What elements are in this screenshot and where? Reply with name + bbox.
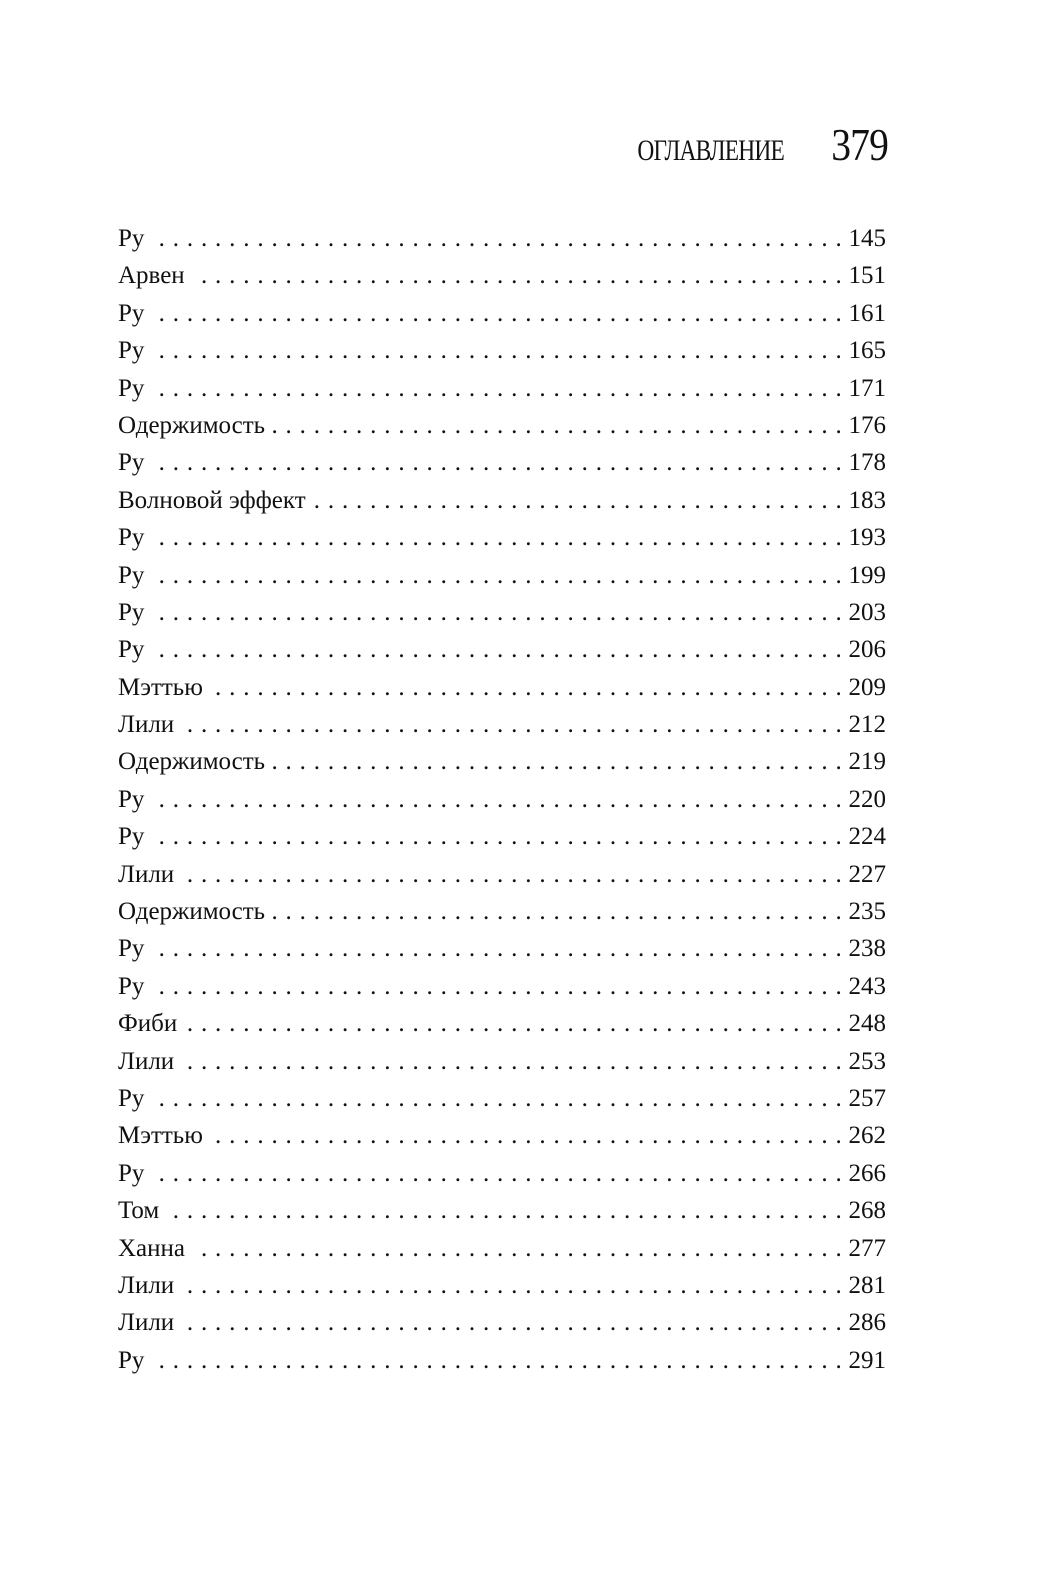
toc-entry-title: Ру	[118, 935, 145, 963]
toc-entry-title: Ру	[118, 225, 145, 252]
toc-entry	[118, 818, 886, 855]
dot-leader	[193, 1230, 842, 1267]
toc-entry	[118, 1192, 886, 1229]
toc-entry-page: 224	[848, 823, 886, 851]
toc-entry-page: 151	[848, 262, 886, 290]
dot-leader	[152, 220, 842, 257]
dot-leader	[152, 332, 842, 369]
table-of-contents	[118, 220, 886, 1379]
toc-entry	[118, 1155, 886, 1192]
toc-entry	[118, 444, 886, 481]
dot-leader	[273, 893, 842, 930]
toc-entry-page: 286	[848, 1309, 886, 1337]
toc-entry-title: Ру	[118, 1346, 145, 1374]
toc-entry-title: Ру	[118, 337, 145, 365]
toc-entry-page: 253	[848, 1047, 886, 1075]
toc-entry	[118, 1267, 886, 1304]
dot-leader	[152, 370, 842, 407]
toc-entry-title: Ру	[118, 374, 145, 402]
toc-entry-title: Лили	[118, 1047, 175, 1075]
dot-leader	[273, 743, 842, 780]
toc-entry-title: Ру	[118, 636, 145, 664]
toc-entry	[118, 407, 886, 444]
toc-entry-page: 161	[848, 299, 886, 327]
toc-entry-page: 212	[848, 711, 886, 739]
toc-entry-page: 165	[848, 337, 886, 365]
toc-entry-title: Одержимость	[118, 898, 266, 926]
toc-entry-page: 145	[848, 225, 886, 252]
toc-entry-title: Том	[118, 1197, 160, 1225]
toc-entry-page: 235	[848, 898, 886, 926]
dot-leader	[182, 856, 842, 893]
toc-entry	[118, 968, 886, 1005]
toc-entry	[118, 220, 886, 257]
toc-entry-title: Арвен	[118, 262, 185, 290]
toc-entry-title: Ру	[118, 524, 145, 552]
toc-entry	[118, 781, 886, 818]
dot-leader	[211, 1117, 843, 1154]
dot-leader	[152, 1155, 842, 1192]
toc-entry	[118, 557, 886, 594]
toc-entry-title: Ханна	[118, 1234, 186, 1262]
dot-leader	[273, 407, 842, 444]
toc-entry-page: 171	[848, 374, 886, 402]
toc-entry-title: Одержимость	[118, 748, 266, 776]
toc-entry-page: 203	[848, 598, 886, 626]
toc-entry	[118, 1230, 886, 1267]
toc-entry-title: Ру	[118, 972, 145, 1000]
toc-entry-title: Лили	[118, 1271, 175, 1299]
toc-entry-title: Ру	[118, 598, 145, 626]
toc-entry-title: Лили	[118, 860, 175, 888]
toc-entry-page: 277	[848, 1234, 886, 1262]
dot-leader	[152, 968, 842, 1005]
dot-leader	[152, 295, 842, 332]
toc-entry-page: 193	[848, 524, 886, 552]
toc-entry	[118, 1304, 886, 1341]
toc-entry	[118, 482, 886, 519]
toc-entry	[118, 1080, 886, 1117]
toc-entry-title: Лили	[118, 1309, 175, 1337]
toc-entry-title: Мэттью	[118, 673, 203, 701]
toc-entry-title: Ру	[118, 823, 145, 851]
toc-entry	[118, 1043, 886, 1080]
toc-entry-title: Мэттью	[118, 1122, 203, 1150]
toc-entry-title: Ру	[118, 1159, 145, 1187]
dot-leader	[152, 444, 842, 481]
dot-leader	[152, 594, 842, 631]
toc-entry-page: 291	[848, 1346, 886, 1374]
dot-leader	[152, 519, 842, 556]
toc-entry	[118, 519, 886, 556]
toc-entry	[118, 370, 886, 407]
toc-entry-page: 209	[848, 673, 886, 701]
toc-entry	[118, 856, 886, 893]
toc-entry-title: Волновой эффект	[118, 486, 306, 514]
toc-entry	[118, 594, 886, 631]
toc-entry-page: 176	[848, 411, 886, 439]
toc-entry-page: 219	[848, 748, 886, 776]
toc-entry	[118, 669, 886, 706]
dot-leader	[152, 1080, 842, 1117]
dot-leader	[211, 669, 843, 706]
dot-leader	[152, 631, 842, 668]
toc-entry	[118, 1117, 886, 1154]
toc-entry-title: Ру	[118, 785, 145, 813]
dot-leader	[182, 706, 842, 743]
toc-entry-page: 257	[848, 1084, 886, 1112]
toc-entry	[118, 332, 886, 369]
toc-entry-page: 220	[848, 785, 886, 813]
toc-entry-page: 281	[848, 1271, 886, 1299]
dot-leader	[314, 482, 843, 519]
dot-leader	[182, 1267, 842, 1304]
toc-entry-page: 183	[848, 486, 886, 514]
section-title: ОГЛАВЛЕНИЕ	[637, 134, 784, 167]
toc-entry-title: Одержимость	[118, 411, 266, 439]
page-number: 379	[831, 119, 888, 170]
toc-entry-title: Фиби	[118, 1010, 178, 1038]
toc-entry	[118, 631, 886, 668]
toc-entry-title: Ру	[118, 1084, 145, 1112]
toc-entry-title: Лили	[118, 711, 175, 739]
dot-leader	[182, 1043, 842, 1080]
dot-leader	[167, 1192, 842, 1229]
dot-leader	[152, 818, 842, 855]
toc-entry-page: 206	[848, 636, 886, 664]
dot-leader	[185, 1005, 842, 1042]
toc-entry-page: 243	[848, 972, 886, 1000]
dot-leader	[152, 781, 842, 818]
toc-entry-page: 238	[848, 935, 886, 963]
toc-entry	[118, 1005, 886, 1042]
toc-entry-page: 262	[848, 1122, 886, 1150]
toc-entry-page: 248	[848, 1010, 886, 1038]
dot-leader	[152, 930, 842, 967]
toc-entry-page: 266	[848, 1159, 886, 1187]
toc-entry	[118, 930, 886, 967]
toc-entry	[118, 893, 886, 930]
dot-leader	[193, 257, 843, 294]
toc-entry	[118, 295, 886, 332]
toc-entry-page: 227	[848, 860, 886, 888]
toc-entry-page: 199	[848, 561, 886, 589]
running-head	[596, 118, 888, 171]
toc-entry-page: 178	[848, 449, 886, 477]
dot-leader	[152, 557, 842, 594]
dot-leader	[152, 1342, 842, 1379]
toc-entry	[118, 743, 886, 780]
toc-entry-title: Ру	[118, 561, 145, 589]
dot-leader	[182, 1304, 842, 1341]
toc-entry-page: 268	[848, 1197, 886, 1225]
toc-entry-title: Ру	[118, 449, 145, 477]
toc-entry	[118, 706, 886, 743]
toc-entry	[118, 257, 886, 294]
toc-entry-title: Ру	[118, 299, 145, 327]
toc-entry	[118, 1342, 886, 1379]
